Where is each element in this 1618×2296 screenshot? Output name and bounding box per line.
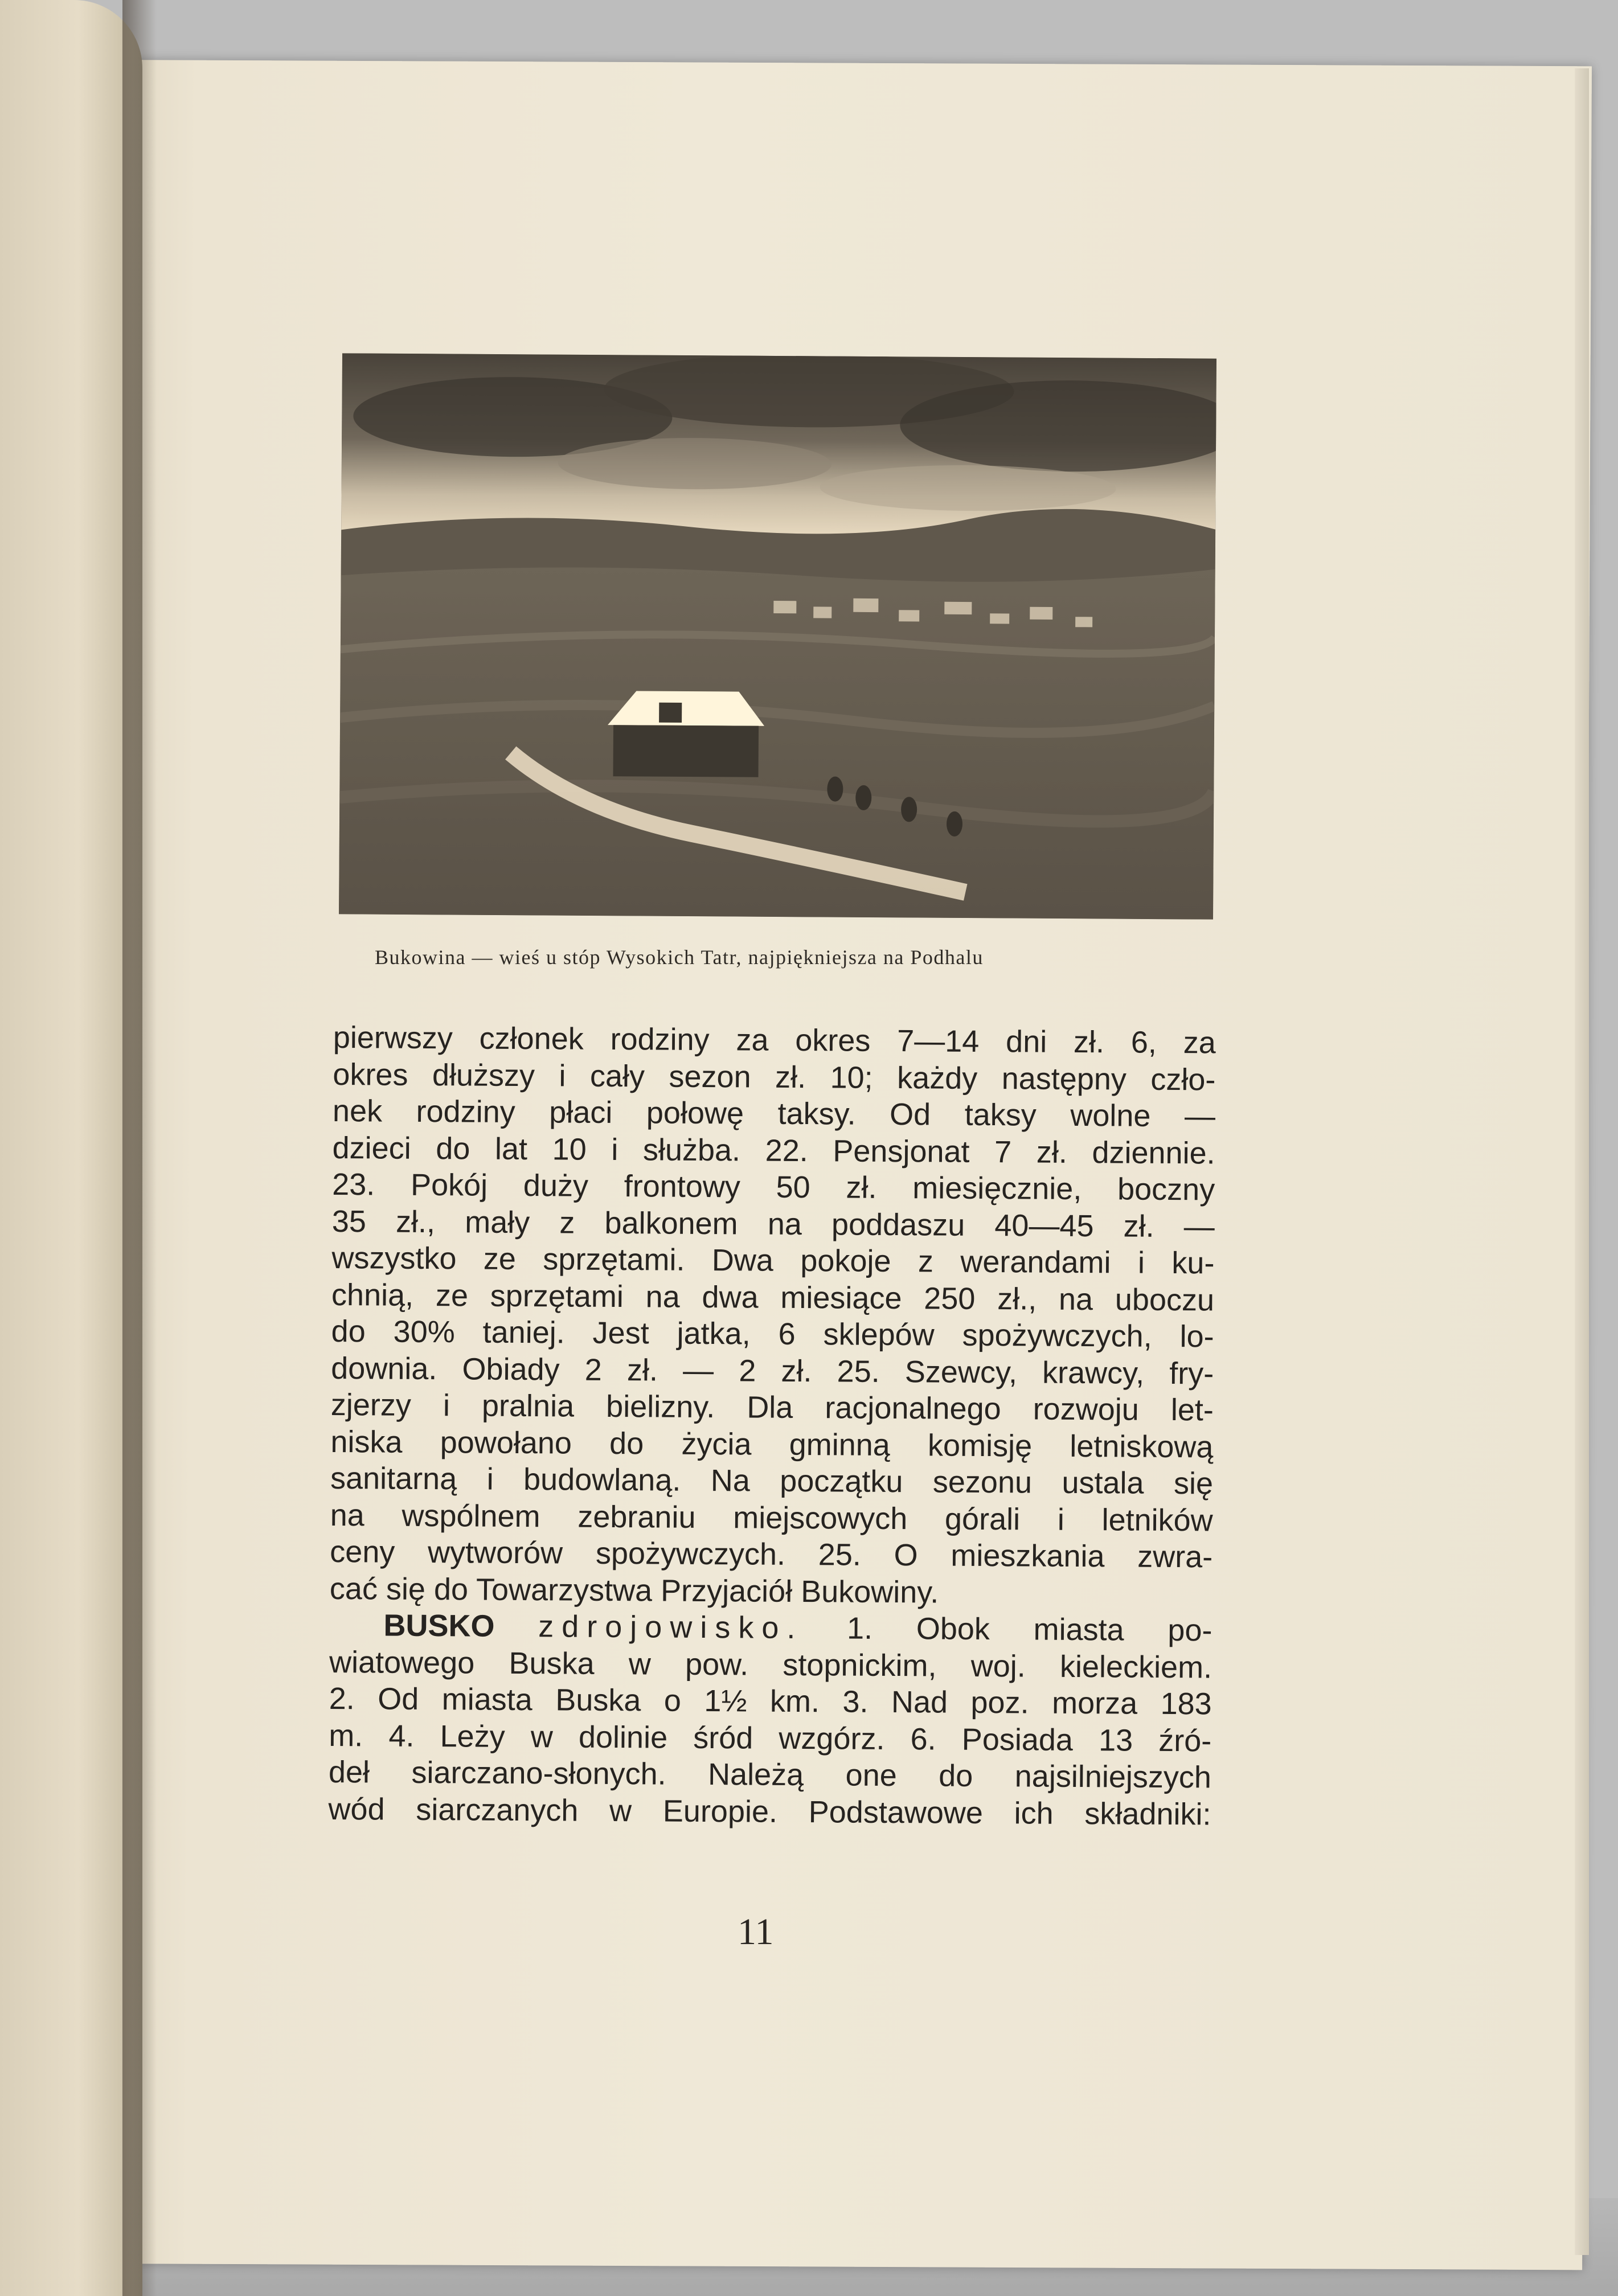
text-line: downia. Obiady 2 zł. — 2 zł. 25. Szewcy, krawcy, fry- [331,1351,1214,1391]
landscape-photo [339,353,1216,919]
text-line: chnią, ze sprzętami na dwa miesiące 250 zł., na uboczu [331,1277,1215,1317]
text-line: sanitarną i budowlaną. Na początku sezonu ustala się [330,1461,1214,1501]
text-line: cać się do Towarzystwa Przyjaciół Bukowiny. [329,1571,939,1610]
busko-heading: BUSKO [383,1608,495,1643]
busko-first-line-rest: 1. Obok miasta po- [803,1611,1213,1648]
body-text [328,1019,1216,1832]
text-line: ceny wytworów spożywczych. 25. O mieszkania zwra- [330,1534,1213,1575]
text-line: zjerzy i pralnia bielizny. Dla racjonalnego rozwoju let- [330,1387,1214,1428]
text-line: pierwszy członek rodziny za okres 7—14 dni zł. 6, za [333,1020,1216,1060]
text-line: 23. Pokój duży frontowy 50 zł. miesięcznie, boczny [332,1167,1215,1207]
house [607,691,764,777]
text-line: deł siarczano-słonych. Należą one do najsilniejszych [328,1754,1212,1795]
text-line: 2. Od miasta Buska o 1½ km. 3. Nad poz. morza 183 [329,1681,1212,1721]
page-number: 11 [738,1911,774,1953]
text-line: wiatowego Buska w pow. stopnickim, woj. kieleckiem. [329,1645,1213,1684]
text-line: wód siarczanych w Europie. Podstawowe ich składniki: [328,1791,1211,1831]
text-line: na wspólnem zebraniu miejscowych górali i letników [330,1498,1213,1538]
page-edge [1575,68,1589,2255]
text-line: nek rodziny płaci połowę taksy. Od taksy wolne — [332,1093,1216,1134]
text-line: dzieci do lat 10 i służba. 22. Pensjonat 7 zł. dziennie. [332,1130,1215,1170]
text-line: okres dłuższy i cały sezon zł. 10; każdy następny czło- [333,1057,1216,1097]
gutter-shadow [122,0,157,2296]
busko-first-line [329,1607,1212,1649]
busko-subheading: zdrojowisko. [538,1609,804,1646]
text-line: do 30% taniej. Jest jatka, 6 sklepów spożywczych, lo- [331,1314,1214,1354]
facing-page [0,0,142,2296]
text-line: 35 zł., mały z balkonem na poddaszu 40—45 zł. — [331,1204,1215,1244]
text-line: niska powołano do życia gminną komisję letniskową [330,1424,1214,1464]
text-line: m. 4. Leży w dolinie śród wzgórz. 6. Posiada 13 źró- [329,1718,1212,1758]
text-line: wszystko ze sprzętami. Dwa pokoje z werandami i ku- [331,1240,1215,1281]
photo-caption: Bukowina — wieś u stóp Wysokich Tatr, najpiękniejsza na Podhalu [375,946,984,969]
